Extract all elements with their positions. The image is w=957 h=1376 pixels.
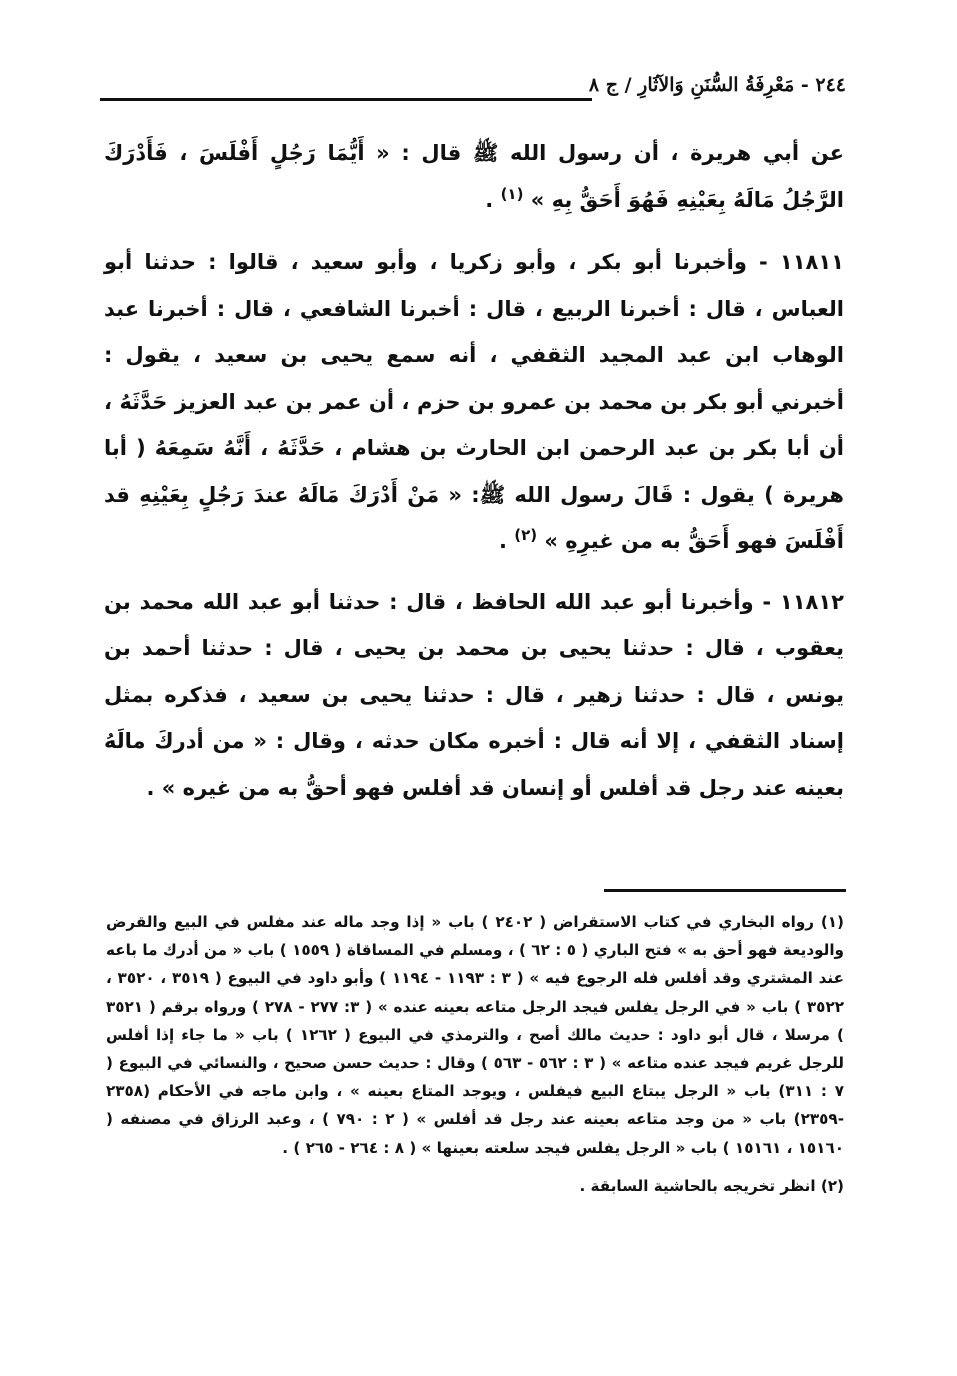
paragraph-text: ١١٨١١ - وأخبرنا أبو بكر ، وأبو زكريا ، وأبو سعيد ، قالوا : حدثنا أبو العباس ، قال : أخبرنا الربيع ، قال : أخبرنا الشافعي ، قال : أخبرنا عبد الوهاب ابن عبد المجيد الثقفي ، أنه سمع يحيى بن سعيد ، يقول : أخبرني أبو بكر بن محمد بن عمرو بن حزم ، أن عمر بن عبد العزيز حَدَّثَهُ ، أن أبا بكر بن عبد الرحمن ابن الحارث بن هشام ، حَدَّثَهُ ، أَنَّهُ سَمِعَهُ ( أبا هريرة ) يقول : قَالَ رسول الله ﷺ: « مَنْ أَدْرَكَ مَالَهُ عندَ رَجُلٍ بِعَيْنِهِ قد أَفْلَسَ فهو أَحَقُّ به من غيرِهِ » [104,250,844,553]
footnote-marker-1: (١) [500,184,524,203]
paragraph-text: ١١٨١٢ - وأخبرنا أبو عبد الله الحافظ ، قال : حدثنا أبو عبد الله محمد بن يعقوب ، قال : حدثنا يحيى بن محمد بن يحيى ، قال : حدثنا أحمد بن يونس ، قال : حدثنا زهير ، قال : حدثنا يحيى بن سعيد ، فذكره بمثل إسناد الثقفي ، إلا أنه قال : أخبره مكان حدثه ، وقال : « من أدركَ مالَهُ بعينه عند رجل قد أفلس أو إنسان قد أفلس فهو أحقُّ به من غيره » . [104,589,844,800]
running-head: ٢٤٤ - مَعْرِفَةُ السُّنَنِ وَالآثَارِ / ج ٨ [588,74,846,96]
paragraph-11812 [104,579,844,812]
page-header [100,74,846,114]
paragraph-11811 [104,239,844,565]
footnote-marker-2: (٢) [514,526,538,544]
footnote-2: (٢) انظر تخريجه بالحاشية السابقة . [579,1176,844,1195]
header-rule [100,98,592,101]
paragraph-tail: . [498,529,515,553]
paragraph-text: عن أبي هريرة ، أن رسول الله ﷺ قال : « أَيُّمَا رَجُلٍ أَفْلَسَ ، فَأَدْرَكَ الرَّجُلُ مَالَهُ بِعَيْنِهِ فَهُوَ أَحَقُّ بِهِ » [104,141,844,212]
main-text [104,130,844,811]
footnotes [106,908,844,1200]
footnote-1: (١) رواه البخاري في كتاب الاستقراض ( ٢٤٠٢ ) باب « إذا وجد ماله عند مفلس في البيع والقرض والوديعة فهو أحق به » فتح الباري ( ٥ : ٦٢ ) ، ومسلم في المساقاة ( ١٥٥٩ ) باب « من أدرك ما باعه عند المشتري وقد أفلس فله الرجوع فيه » ( ٣ : ١١٩٣ - ١١٩٤ ) وأبو داود في البيوع ( ٣٥١٩ ، ٣٥٢٠ ، ٣٥٢٢ ) باب « في الرجل يفلس فيجد الرجل متاعه بعينه عنده » ( ٣: ٢٧٧ - ٢٧٨ ) ورواه برقم ( ٣٥٢١ ) مرسلا ، قال أبو داود : حديث مالك أصح ، والترمذي في البيوع ( ١٢٦٢ ) باب « ما جاء إذا أفلس للرجل غريم فيجد عنده متاعه » ( ٣ : ٥٦٢ - ٥٦٣ ) وقال : حديث حسن صحيح ، والنسائي في البيوع ( ٧ : ٣١١) باب « الرجل يبتاع البيع فيفلس ، ويوجد المتاع بعينه » ، وابن ماجه في الأحكام (٢٣٥٨ -٢٣٥٩) باب « من وجد متاعه بعينه عند رجل قد أفلس » ( ٢ : ٧٩٠ ) ، وعبد الرزاق في مصنفه ( ١٥١٦٠ ، ١٥١٦١ ) باب « الرجل يفلس فيجد سلعته بعينها » ( ٨ : ٢٦٤ - ٢٦٥ ) . [106,913,844,1157]
paragraph-hadith-intro [104,130,844,223]
paragraph-tail: . [485,187,501,212]
footnote-separator [604,889,846,892]
